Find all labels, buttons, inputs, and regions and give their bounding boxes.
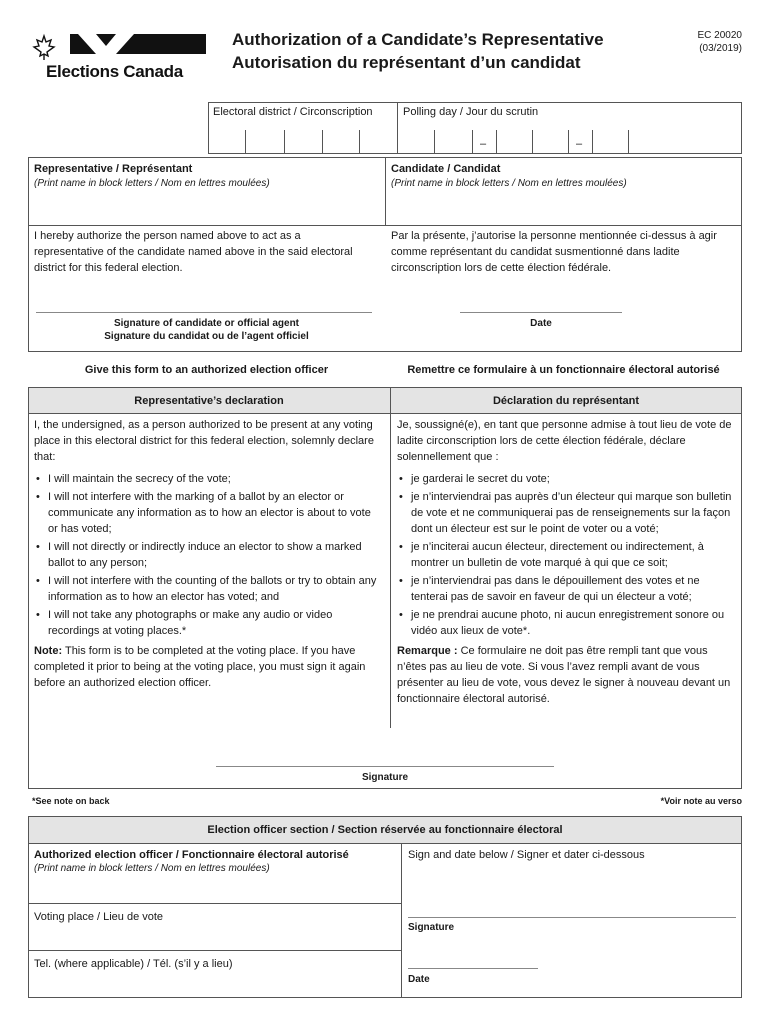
officer-date-line[interactable]: [408, 968, 538, 969]
elections-canada-logo: [30, 28, 210, 84]
give-form-fr: Remettre ce formulaire à un fonctionnaire électoral autorisé: [407, 364, 720, 376]
form-date: (03/2019): [699, 43, 742, 54]
list-item: • je n’interviendrai pas auprès d’un électeur qui marque son bulletin de vote et ne communiquerai pas de renseignements sur la façon dont un électeur est sur le point de voter ou a voté;: [397, 489, 739, 537]
logo-text: Elections Canada: [46, 62, 183, 81]
declaration-note-en: [34, 643, 380, 691]
voting-place-label: Voting place / Lieu de vote: [34, 911, 164, 923]
officer-name-field[interactable]: [30, 876, 399, 902]
note-label-fr: Remarque :: [397, 645, 458, 657]
list-item: • I will maintain the secrecy of the vote;: [34, 471, 380, 487]
declaration-list-fr: [397, 471, 739, 639]
list-item: • je n’inciterai aucun électeur, directement ou indirectement, à montrer un bulletin de vote marqué à qui que ce soit;: [397, 539, 739, 571]
note-text-en: This form is to be completed at the voting place. If you have completed it prior to being at the voting place, you must sign it again before an authorized election officer.: [34, 645, 366, 689]
note-label-en: Note:: [34, 645, 63, 657]
representative-hint: (Print name in block letters / Nom en lettres moulées): [34, 178, 270, 189]
authorization-text-en: I hereby authorize the person named above to act as a representative of the candidate named above in the said electoral district for this federal election.: [34, 230, 353, 274]
candidate-hint: (Print name in block letters / Nom en lettres moulées): [391, 178, 627, 189]
declaration-intro-en: I, the undersigned, as a person authorized to be present at any voting place in this electoral district for this federal election, solemnly declare that:: [34, 419, 374, 463]
candidate-label: Candidate / Candidat: [391, 163, 501, 175]
declaration-intro-fr: Je, soussigné(e), en tant que personne admise à tout lieu de vote de ladite circonscription lors de cette élection fédérale, déclare solennellement que :: [397, 419, 732, 463]
declaration-title-fr: Déclaration du représentant: [492, 395, 640, 407]
title-en: Authorization of a Candidate’s Representative: [232, 30, 604, 49]
authorization-date-label: Date: [530, 318, 552, 329]
date-separator: –: [576, 138, 583, 150]
telephone-field[interactable]: [30, 972, 399, 996]
district-label: Electoral district / Circonscription: [213, 106, 373, 118]
representative-name-field[interactable]: [30, 192, 383, 224]
declaration-column-en: [34, 417, 380, 691]
note-text-fr: Ce formulaire ne doit pas être rempli tant que vous n’êtes pas au lieu de vote. Si vous l’avez rempli avant de vous présenter au lieu de vote, vous devez le signer à nouveau devant un fonctionnaire électoral autorisé.: [397, 645, 731, 705]
list-item: • I will not directly or indirectly induce an elector to show a marked ballot to any person;: [34, 539, 380, 571]
officer-signature-line[interactable]: [408, 917, 736, 918]
declaration-title-en: Representative’s declaration: [134, 395, 284, 407]
signature-candidate-label-en: Signature of candidate or official agent: [113, 318, 300, 329]
list-item: • je garderai le secret du vote;: [397, 471, 739, 487]
give-form-en: Give this form to an authorized election officer: [84, 364, 329, 376]
signature-candidate-label-fr: Signature du candidat ou de l’agent officiel: [104, 331, 309, 342]
officer-name-label: Authorized election officer / Fonctionnaire électoral autorisé: [34, 849, 349, 861]
form-code: EC 20020: [697, 30, 742, 41]
footnote-en: *See note on back: [32, 796, 110, 806]
candidate-signature-line[interactable]: [36, 312, 372, 313]
officer-name-hint: (Print name in block letters / Nom en lettres moulées): [34, 863, 270, 874]
list-item: • je ne prendrai aucune photo, ni aucun enregistrement sonore ou vidéo aux lieux de vote*.: [397, 607, 739, 639]
telephone-label: Tel. (where applicable) / Tél. (s’il y a lieu): [34, 958, 233, 970]
declaration-signature-label: Signature: [361, 772, 409, 783]
list-item: • I will not interfere with the counting of the ballots or try to obtain any information as to how an elector has voted; and: [34, 573, 380, 605]
list-item: • I will not take any photographs or make any audio or video recordings at voting places.*: [34, 607, 380, 639]
title-fr: Autorisation du représentant d’un candidat: [232, 53, 581, 72]
authorization-date-line[interactable]: [460, 312, 622, 313]
polling-day-label: Polling day / Jour du scrutin: [403, 106, 539, 118]
declaration-list-en: [34, 471, 380, 639]
date-separator: –: [480, 138, 487, 150]
officer-signature-label: Signature: [408, 922, 455, 933]
authorization-text-fr: Par la présente, j’autorise la personne mentionnée ci-dessus à agir comme représentant du candidat susmentionné dans ladite circonscription lors de cette élection fédérale.: [391, 230, 717, 274]
voting-place-field[interactable]: [30, 925, 399, 949]
representative-signature-line[interactable]: [216, 766, 554, 767]
list-item: • je n’interviendrai pas dans le dépouillement des votes et ne tenterai pas de savoir en faveur de qui un électeur a voté;: [397, 573, 739, 605]
officer-section-title: Election officer section / Section réservée au fonctionnaire électoral: [207, 824, 563, 836]
declaration-note-fr: [397, 643, 739, 707]
footnote-fr: *Voir note au verso: [660, 796, 742, 806]
list-item: • I will not interfere with the marking of a ballot by an elector or communicate any information as to how an elector is about to vote or has voted;: [34, 489, 380, 537]
officer-sign-instruction: Sign and date below / Signer et dater ci-dessous: [408, 849, 645, 861]
declaration-column-fr: [397, 417, 739, 707]
representative-label: Representative / Représentant: [34, 163, 193, 175]
officer-date-label: Date: [408, 974, 430, 985]
candidate-name-field[interactable]: [387, 192, 740, 224]
